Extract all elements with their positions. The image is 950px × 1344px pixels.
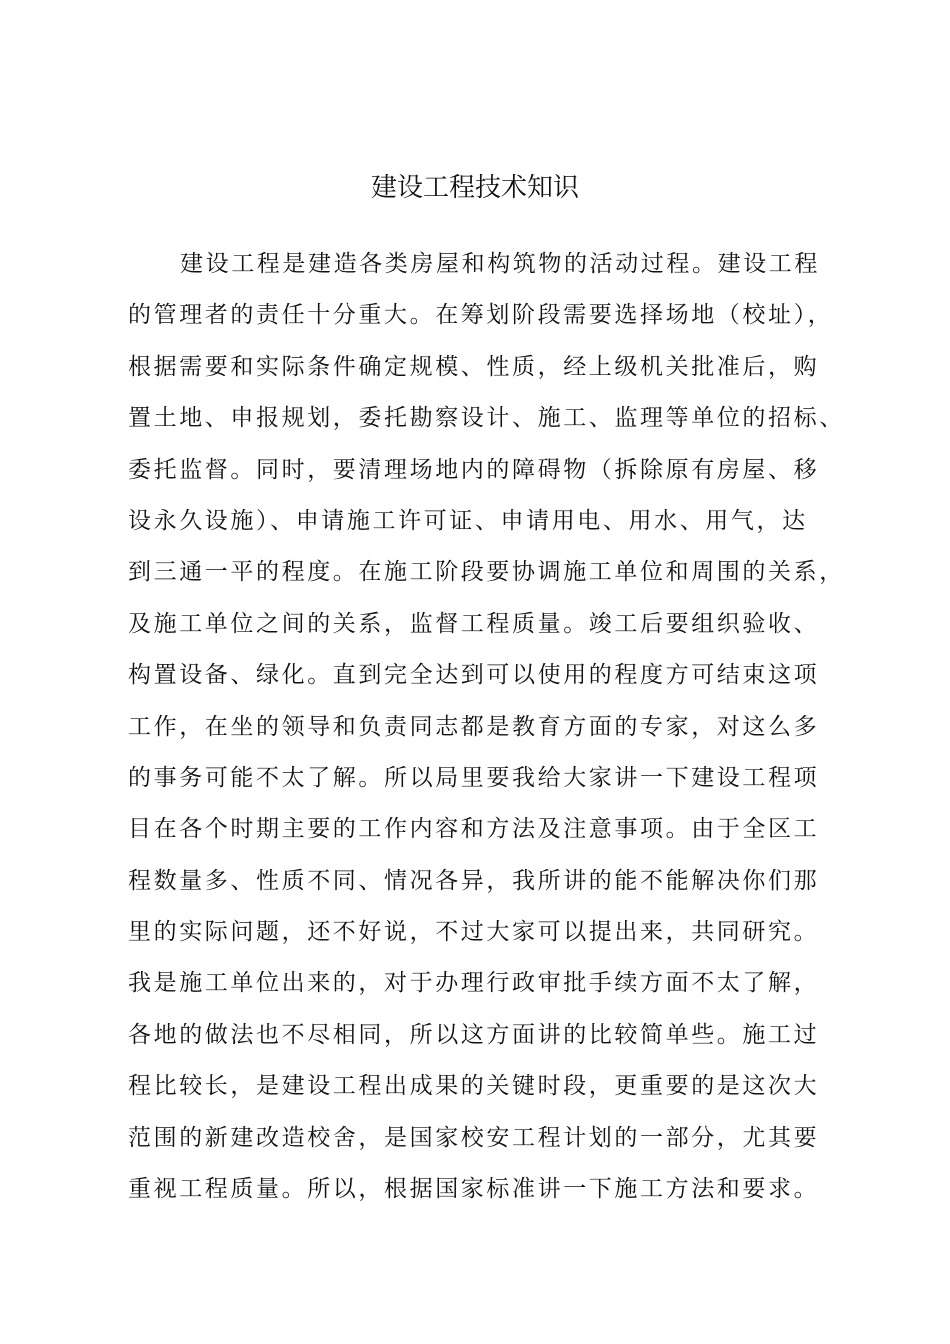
body-line: 的事务可能不太了解。所以局里要我给大家讲一下建设工程项	[128, 764, 820, 791]
body-line: 重视工程质量。所以，根据国家标准讲一下施工方法和要求。	[128, 1176, 820, 1203]
body-line: 目在各个时期主要的工作内容和方法及注意事项。由于全区工	[128, 816, 820, 843]
body-line: 建设工程是建造各类房屋和构筑物的活动过程。建设工程	[180, 251, 820, 277]
body-line: 里的实际问题，还不好说，不过大家可以提出来，共同研究。	[128, 919, 820, 946]
body-line: 程比较长，是建设工程出成果的关键时段，更重要的是这次大	[128, 1073, 820, 1100]
body-line: 委托监督。同时，要清理场地内的障碍物（拆除原有房屋、移	[128, 456, 820, 483]
body-line: 及施工单位之间的关系，监督工程质量。竣工后要组织验收、	[128, 610, 820, 637]
body-line: 构置设备、绿化。直到完全达到可以使用的程度方可结束这项	[128, 662, 820, 689]
body-line: 到三通一平的程度。在施工阶段要协调施工单位和周围的关系，	[128, 559, 845, 586]
body-line: 的管理者的责任十分重大。在筹划阶段需要选择场地（校址），	[128, 302, 834, 329]
body-line: 根据需要和实际条件确定规模、性质，经上级机关批准后，购	[128, 353, 820, 380]
body-line: 范围的新建改造校舍，是国家校安工程计划的一部分，尤其要	[128, 1124, 820, 1151]
body-line: 设永久设施）、申请施工许可证、申请用电、用水、用气，达	[128, 507, 808, 534]
body-line: 工作，在坐的领导和负责同志都是教育方面的专家，对这么多	[128, 713, 820, 740]
body-line: 置土地、申报规划，委托勘察设计、施工、监理等单位的招标、	[128, 405, 845, 432]
body-line: 程数量多、性质不同、情况各异，我所讲的能不能解决你们那	[128, 867, 820, 894]
body-line: 我是施工单位出来的，对于办理行政审批手续方面不太了解，	[128, 970, 820, 997]
document-title: 建设工程技术知识	[370, 173, 579, 203]
document-body	[128, 246, 848, 1222]
body-line: 各地的做法也不尽相同，所以这方面讲的比较简单些。施工过	[128, 1021, 820, 1048]
